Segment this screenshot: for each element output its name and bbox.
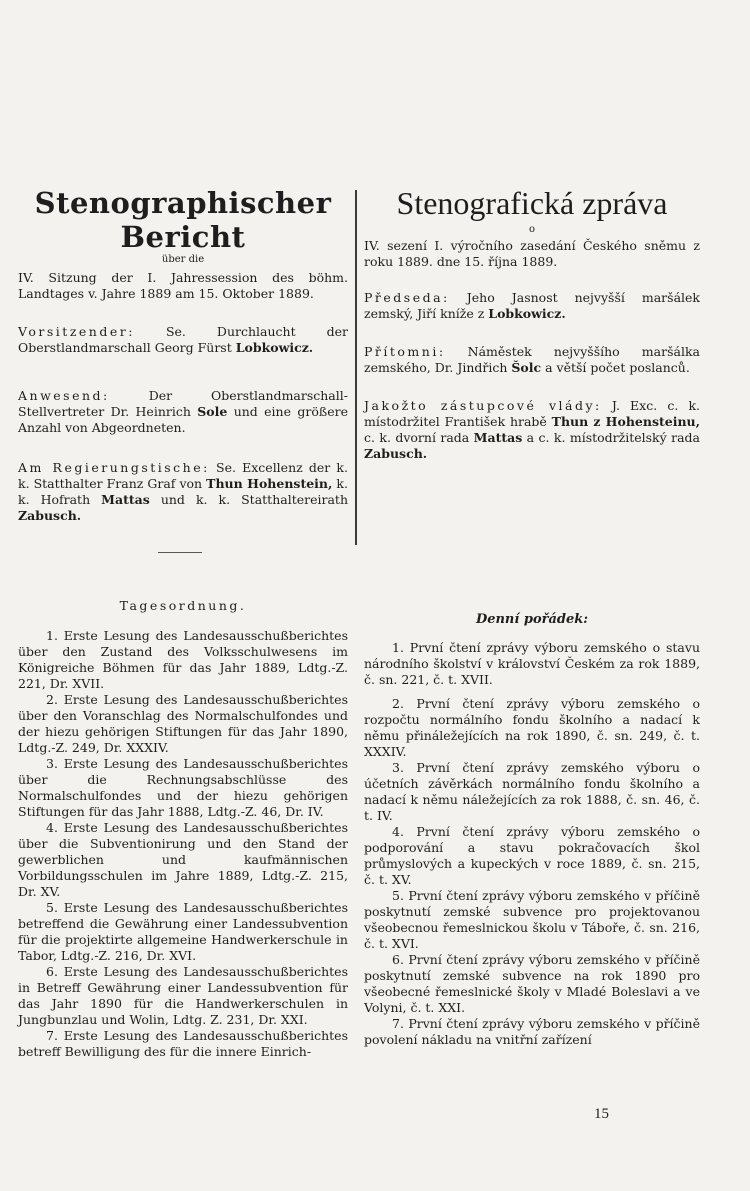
german-subtitle: über die bbox=[161, 254, 205, 265]
czech-gov-label: Jakožto zástupcové vlády: bbox=[364, 398, 602, 413]
german-gov-label: Am Regierungstische: bbox=[18, 460, 210, 475]
german-agenda-item: 6. Erste Lesung des Landesausschußberichtes in Betreff Gewährung einer Landessubvention für das Jahr 1890 für die Handwerkerschulen in Jungbunzlau und Wolin, Ldtg. Z. 231, Dr. XXI. bbox=[18, 964, 348, 1027]
german-column bbox=[18, 186, 348, 524]
german-agenda-heading: Tagesordnung. bbox=[119, 598, 247, 613]
czech-present-text2: a větší počet poslanců. bbox=[545, 360, 690, 375]
czech-present bbox=[364, 344, 700, 376]
czech-agenda bbox=[364, 612, 700, 1048]
german-government bbox=[18, 460, 348, 524]
german-present-name: Sole bbox=[197, 404, 228, 419]
german-agenda-item: 2. Erste Lesung des Landesausschußberichtes über den Voranschlag des Normalschulfondes und der hiezu gehörigen Stiftungen für das Jahr 1890, Ldtg.-Z. 249, Dr. XXXIV. bbox=[18, 692, 348, 755]
column-divider bbox=[355, 190, 357, 545]
german-agenda-item: 7. Erste Lesung des Landesausschußberichtes betreff Bewilligung des für die innere Einrich- bbox=[18, 1028, 348, 1059]
czech-column bbox=[364, 186, 700, 462]
czech-chair-text: Jeho Jasnost nejvyšší maršálek zemský, Jiří kníže z bbox=[364, 290, 700, 321]
czech-gov-text3: a c. k. místodržitelský rada bbox=[526, 430, 700, 445]
german-chair bbox=[18, 324, 348, 356]
german-chair-text: Se. Durchlaucht der Oberstlandmarschall Georg Fürst bbox=[18, 324, 348, 355]
czech-government bbox=[364, 398, 700, 462]
czech-agenda-heading: Denní pořádek: bbox=[475, 612, 589, 627]
german-title: Stenographischer Bericht bbox=[34, 186, 332, 254]
page-number: 15 bbox=[594, 1106, 609, 1122]
german-chair-label: Vorsitzender: bbox=[18, 324, 135, 339]
czech-agenda-item: 1. První čtení zprávy výboru zemského o stavu národního školství v království Českém za rok 1889, č. sn. 221, č. t. XVII. bbox=[364, 640, 700, 687]
german-gov-text3: und k. k. Statthaltereirath bbox=[160, 492, 348, 507]
german-agenda-item: 4. Erste Lesung des Landesausschußberichtes über die Subventionirung und den Stand der gewerblichen und kaufmännischen Vorbildungsschulen im Jahre 1889, Ldtg.-Z. 215, Dr. XV. bbox=[18, 820, 348, 899]
german-present bbox=[18, 388, 348, 436]
czech-session: IV. sezení I. výročního zasedání Českého sněmu z roku 1889. dne 15. října 1889. bbox=[364, 238, 700, 269]
czech-chair-label: Předseda: bbox=[364, 290, 450, 305]
czech-title: Stenografická zpráva bbox=[396, 185, 668, 221]
czech-agenda-item: 7. První čtení zprávy výboru zemského v příčině povolení nákladu na vnitřní zařízení bbox=[364, 1016, 700, 1047]
german-gov-text2: k. k. Hofrath bbox=[18, 476, 348, 507]
german-present-text2: und eine größere Anzahl von Abgeordneten. bbox=[18, 404, 348, 435]
german-session: IV. Sitzung der I. Jahressession des böhm. Landtages v. Jahre 1889 am 15. Oktober 1889. bbox=[18, 270, 348, 301]
czech-present-name: Šolc bbox=[511, 360, 542, 375]
german-gov-name2: Mattas bbox=[101, 492, 150, 507]
czech-agenda-item: 6. První čtení zprávy výboru zemského v příčině poskytnutí zemské subvence na rok 1890 pro všeobecné řemeslnické školy v Mladé Boleslavi a ve Volyni, č. t. XXI. bbox=[364, 952, 700, 1015]
czech-agenda-item: 5. První čtení zprávy výboru zemského v příčině poskytnutí zemské subvence pro projektovanou všeobecnou řemeslnickou školu v Táboře, č. sn. 216, č. t. XVI. bbox=[364, 888, 700, 951]
czech-agenda-item: 3. První čtení zprávy zemského výboru o účetních závěrkách normálního fondu školního a nadací k němu náležejících za rok 1888, č. sn. 46, č. t. IV. bbox=[364, 760, 700, 823]
czech-chair bbox=[364, 290, 700, 322]
german-gov-name1: Thun Hohenstein, bbox=[206, 476, 333, 491]
german-agenda bbox=[18, 598, 348, 1060]
german-present-text: Der Oberstlandmarschall-Stellvertreter Dr. Heinrich bbox=[18, 388, 348, 419]
german-separator-rule bbox=[158, 552, 202, 553]
czech-agenda-item: 2. První čtení zprávy výboru zemského o rozpočtu normálního fondu školního a nadací k němu přináležejících na rok 1890, č. sn. 249, č. t. XXXIV. bbox=[364, 696, 700, 759]
czech-gov-name2: Mattas bbox=[473, 430, 523, 445]
german-present-label: Anwesend: bbox=[18, 388, 110, 403]
german-agenda-item: 5. Erste Lesung des Landesausschußberichtes betreffend die Gewährung einer Landessubvention für die projektirte allgemeine Handwerkerschule in Tabor, Ldtg.-Z. 216, Dr. XVI. bbox=[18, 900, 348, 963]
czech-gov-name3: Zabusch. bbox=[364, 446, 428, 461]
czech-agenda-item: 4. První čtení zprávy výboru zemského o podporování a stavu pokračovacích škol průmyslových a kupeckých v roce 1889, č. sn. 215, č. t. XV. bbox=[364, 824, 700, 887]
german-agenda-item: 1. Erste Lesung des Landesausschußberichtes über den Zustand des Volksschulwesens im Königreiche Böhmen für das Jahr 1889, Ldtg.-Z. 221, Dr. XVII. bbox=[18, 628, 348, 691]
czech-subtitle: o bbox=[528, 224, 536, 235]
german-gov-text: Se. Excellenz der k. k. Statthalter Franz Graf von bbox=[18, 460, 348, 491]
czech-gov-text: J. Exc. c. k. místodržitel František hrabě bbox=[364, 398, 700, 429]
german-gov-name3: Zabusch. bbox=[18, 508, 82, 523]
czech-chair-name: Lobkowicz. bbox=[488, 306, 566, 321]
czech-present-text: Náměstek nejvyššího maršálka zemského, Dr. Jindřich bbox=[364, 344, 700, 375]
german-chair-name: Lobkowicz. bbox=[235, 340, 314, 355]
czech-gov-text2: c. k. dvorní rada bbox=[364, 430, 470, 445]
czech-present-label: Přítomni: bbox=[364, 344, 446, 359]
czech-gov-name1: Thun z Hohensteinu, bbox=[551, 414, 700, 429]
german-agenda-item: 3. Erste Lesung des Landesausschußberichtes über die Rechnungsabschlüsse des Normalschulfondes und der hiezu gehörigen Stiftungen für das Jahr 1888, Ldtg.-Z. 46, Dr. IV. bbox=[18, 756, 348, 819]
